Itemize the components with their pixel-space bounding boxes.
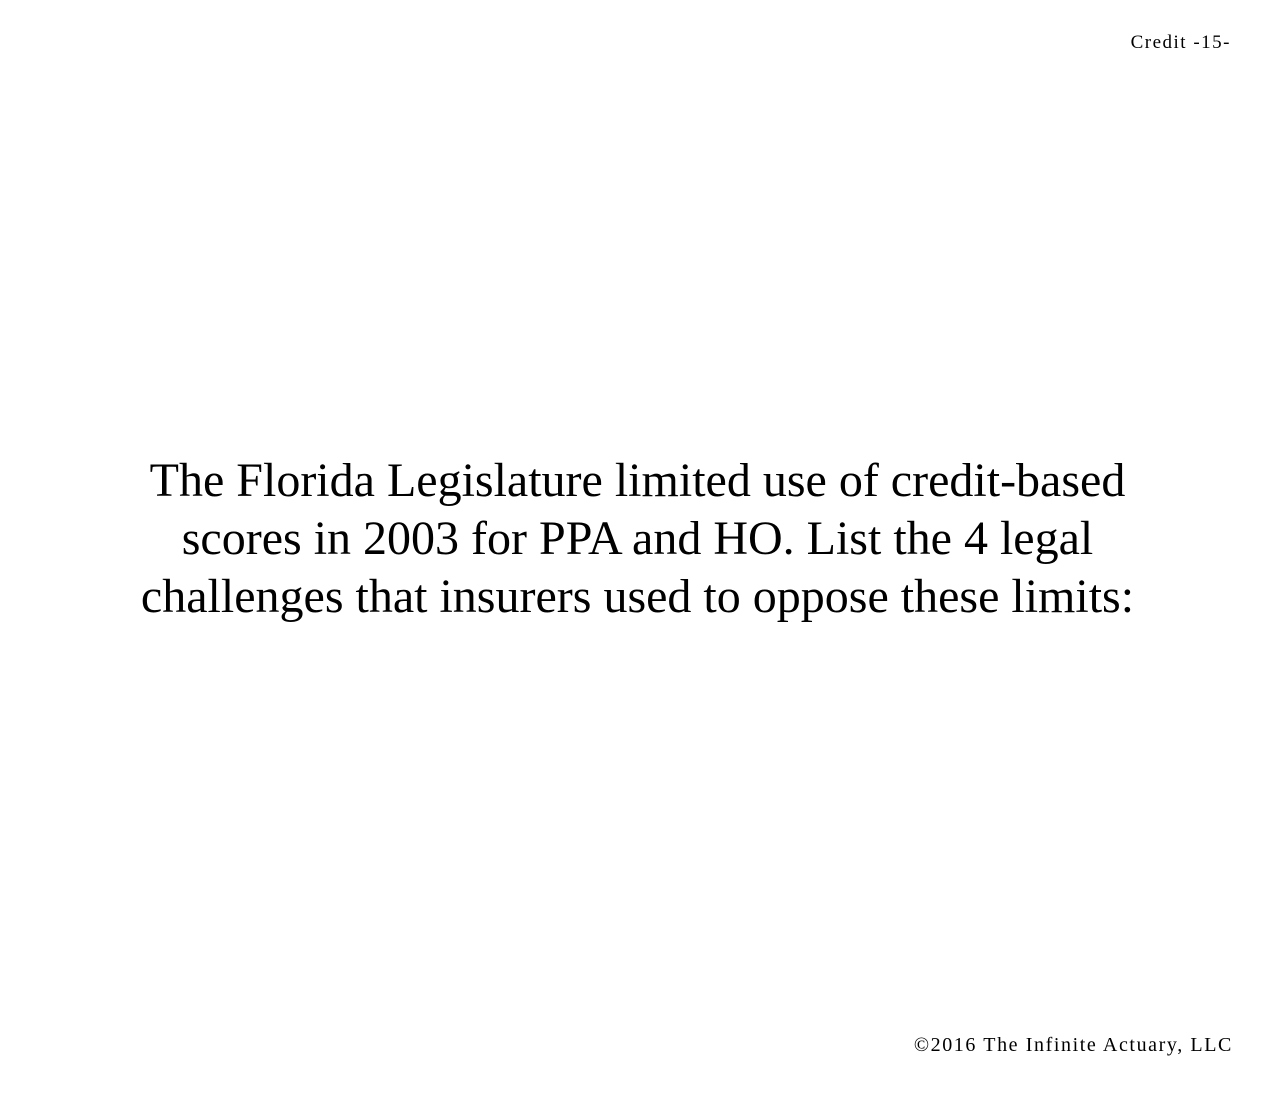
question-line-3: challenges that insurers used to oppose these limits: [140, 570, 1135, 623]
question-line-2: scores in 2003 for PPA and HO. List the 4 legal [181, 512, 1094, 565]
page-label: Credit -15- [1130, 32, 1231, 53]
question-text [40, 452, 1235, 626]
copyright-notice: ©2016 The Infinite Actuary, LLC [913, 1034, 1233, 1056]
question-line-1: The Florida Legislature limited use of credit-based [149, 454, 1126, 507]
